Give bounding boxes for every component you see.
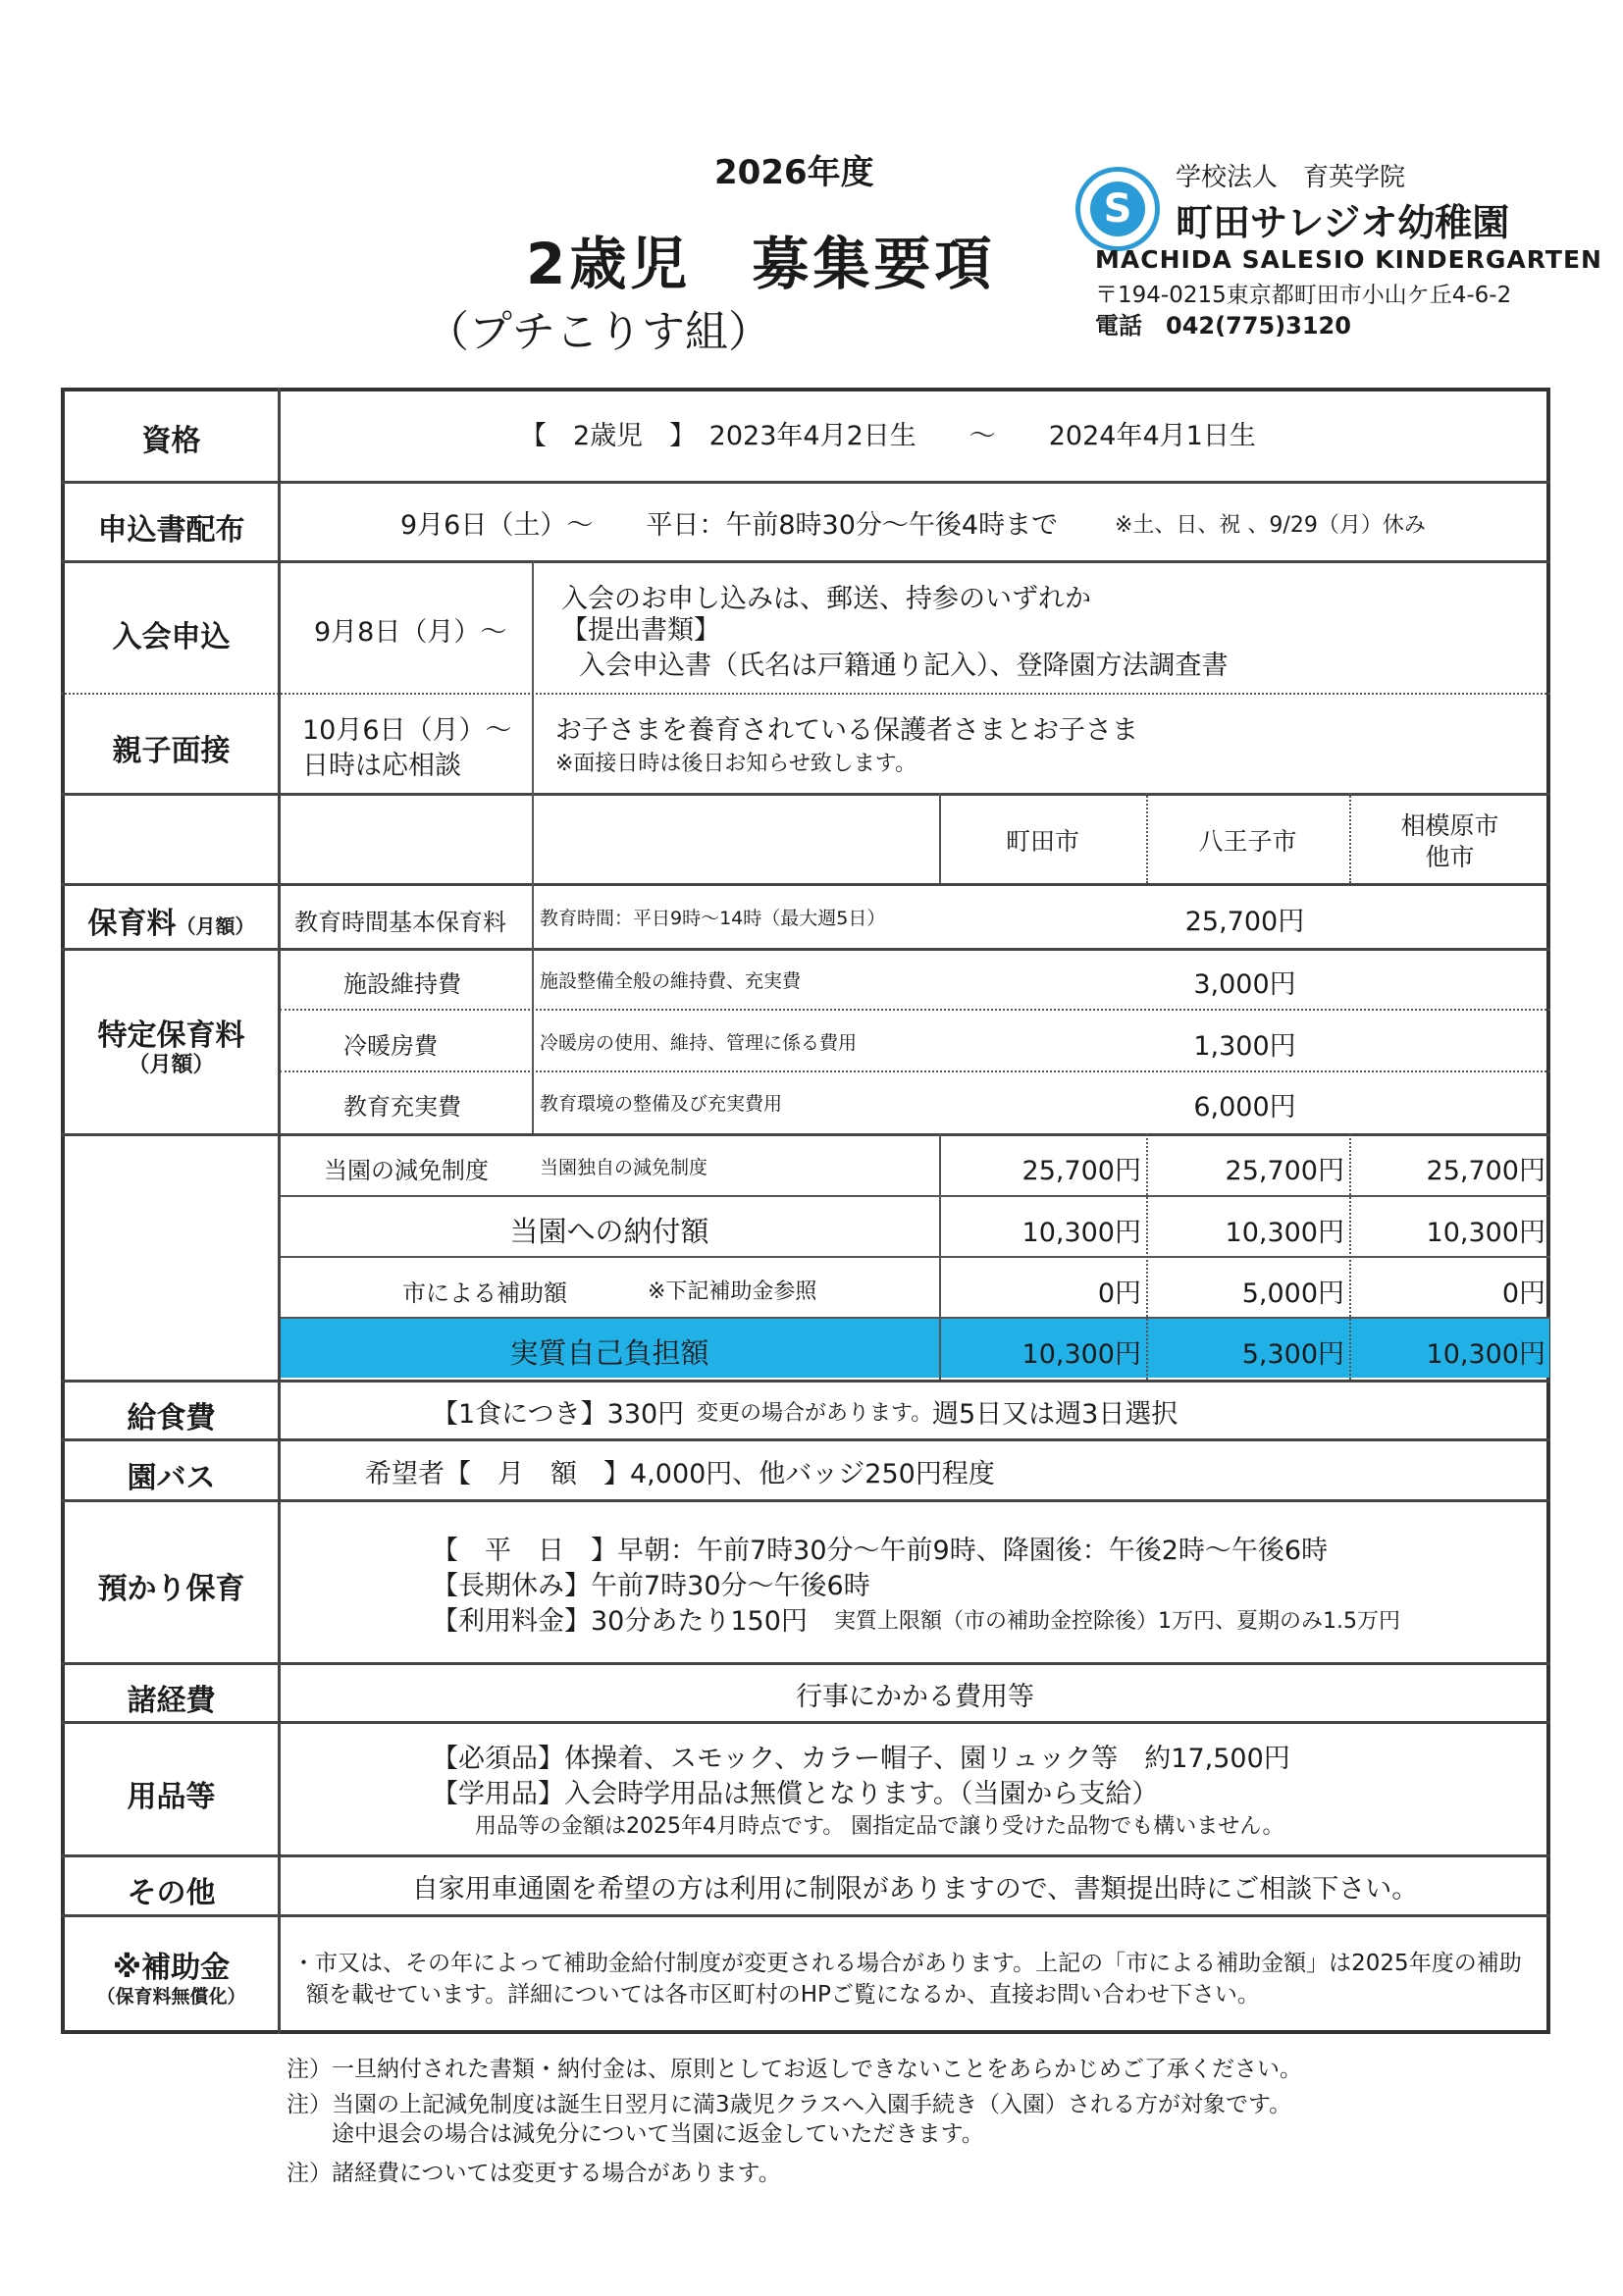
self-pay-machida: 10,300円 bbox=[1021, 1339, 1141, 1370]
row-divider bbox=[61, 1380, 1550, 1383]
row-divider bbox=[61, 1662, 1550, 1665]
misc-expenses-text: 行事にかかる費用等 bbox=[796, 1682, 1034, 1712]
row-divider bbox=[280, 1070, 1550, 1072]
facility-fee-item: 施設維持費 bbox=[343, 970, 461, 998]
payment-hachioji: 10,300円 bbox=[1225, 1218, 1344, 1248]
column-sagamihara: 相模原市 bbox=[1400, 811, 1499, 840]
subsidy-info-line1: ・市又は、その年によって補助金給付制度が変更される場合があります。上記の「市による補助金額」は2025年度の補助 bbox=[292, 1951, 1522, 1976]
self-pay-item: 実質自己負担額 bbox=[509, 1336, 709, 1370]
row-divider bbox=[61, 481, 1550, 484]
label-form-distribution: 申込書配布 bbox=[97, 513, 245, 548]
bus-fee: 希望者【 月 額 】4,000円、他バッジ250円程度 bbox=[365, 1459, 995, 1489]
label-tuition: 保育料（月額） bbox=[87, 907, 255, 941]
footer-note: 注）諸経費については変更する場合があります。 bbox=[287, 2161, 781, 2186]
education-fee-item: 教育充実費 bbox=[343, 1093, 461, 1121]
distribution-schedule: 9月6日（土）～ 平日：午前8時30分～午後4時まで bbox=[400, 510, 1059, 541]
required-documents: 入会申込書（氏名は戸籍通り記入）、登降園方法調査書 bbox=[579, 651, 1229, 681]
discount-machida: 25,700円 bbox=[1021, 1156, 1141, 1186]
subsidy-item: 市による補助額 bbox=[402, 1279, 567, 1307]
other-text: 自家用車通園を希望の方は利用に制限がありますので、書類提出時にご相談下さい。 bbox=[411, 1874, 1419, 1905]
school-phone: 電話 042(775)3120 bbox=[1095, 312, 1351, 339]
label-interview: 親子面接 bbox=[112, 734, 231, 768]
subsidy-hachioji: 5,000円 bbox=[1241, 1278, 1344, 1309]
label-subsidy-free: （保育料無償化） bbox=[96, 1986, 246, 2008]
extended-care-weekday: 【 平 日 】早朝：午前7時30分～午前9時、降園後：午後2時～午後6時 bbox=[432, 1536, 1329, 1566]
lunch-days: 週5日又は週3日選択 bbox=[932, 1399, 1178, 1430]
footer-note: 途中退会の場合は減免分について当園に返金していただきます。 bbox=[287, 2121, 984, 2147]
row-divider bbox=[61, 1914, 1550, 1917]
school-address: 〒194-0215東京都町田市小山ケ丘4-6-2 bbox=[1095, 283, 1512, 308]
interview-start-date: 10月6日（月）～ bbox=[302, 715, 512, 746]
row-divider bbox=[61, 1721, 1550, 1724]
qualification-birth-range: 【 2歳児 】 2023年4月2日生 ～ 2024年4月1日生 bbox=[520, 421, 1256, 451]
page-title: 2歳児 募集要項 bbox=[526, 231, 996, 297]
label-extended-care: 預かり保育 bbox=[97, 1572, 245, 1606]
column-machida: 町田市 bbox=[1005, 827, 1079, 856]
class-name: （プチこりす組） bbox=[426, 307, 771, 357]
label-specific-fees-monthly: （月額） bbox=[128, 1053, 215, 1077]
extended-care-cap: 実質上限額（市の補助金控除後）1万円、夏期のみ1.5万円 bbox=[834, 1609, 1400, 1634]
row-divider bbox=[61, 560, 1550, 563]
row-divider bbox=[61, 793, 1550, 796]
facility-fee-description: 施設整備全般の維持費、充実費 bbox=[540, 970, 802, 992]
school-logo-icon: S bbox=[1075, 167, 1160, 251]
payment-item: 当園への納付額 bbox=[509, 1215, 709, 1248]
interview-schedule-note: 日時は応相談 bbox=[302, 751, 461, 781]
extended-care-fee: 【利用料金】30分あたり150円 bbox=[432, 1606, 808, 1637]
required-documents-heading: 【提出書類】 bbox=[561, 615, 720, 646]
row-divider bbox=[280, 1256, 1550, 1258]
payment-other: 10,300円 bbox=[1426, 1218, 1545, 1248]
tuition-item: 教育時間基本保育料 bbox=[294, 909, 506, 936]
label-bus: 園バス bbox=[127, 1461, 216, 1495]
row-divider bbox=[61, 1499, 1550, 1502]
label-qualification: 資格 bbox=[141, 424, 201, 458]
footer-note: 注）当園の上記減免制度は誕生日翌月に満3歳児クラスへ入園手続き（入園）される方が対象です。 bbox=[287, 2092, 1292, 2117]
application-method: 入会のお申し込みは、郵送、持参のいずれか bbox=[561, 584, 1091, 614]
row-divider bbox=[280, 1009, 1550, 1011]
self-pay-other: 10,300円 bbox=[1426, 1339, 1545, 1370]
label-other: その他 bbox=[127, 1876, 216, 1910]
label-supplies: 用品等 bbox=[127, 1780, 216, 1814]
subsidy-machida: 0円 bbox=[1097, 1278, 1141, 1309]
school-name: 町田サレジオ幼稚園 bbox=[1176, 201, 1510, 244]
label-misc-expenses: 諸経費 bbox=[127, 1684, 216, 1718]
extended-care-holidays: 【長期休み】午前7時30分～午後6時 bbox=[432, 1571, 870, 1601]
row-divider bbox=[280, 1195, 1550, 1197]
subsidy-note: ※下記補助金参照 bbox=[648, 1279, 817, 1304]
tuition-value: 25,700円 bbox=[1184, 907, 1305, 937]
row-divider bbox=[280, 1317, 1550, 1319]
fiscal-year: 2026年度 bbox=[714, 153, 874, 192]
heating-fee-item: 冷暖房費 bbox=[343, 1032, 438, 1060]
lunch-price: 【1食につき】330円 bbox=[432, 1399, 685, 1430]
supplies-required: 【必須品】体操着、スモック、カラー帽子、園リュック等 約17,500円 bbox=[432, 1744, 1290, 1774]
education-fee-description: 教育環境の整備及び充実費用 bbox=[540, 1093, 783, 1115]
row-divider bbox=[61, 883, 1550, 886]
discount-description: 当園独自の減免制度 bbox=[540, 1157, 708, 1178]
education-fee-value: 6,000円 bbox=[1193, 1092, 1296, 1122]
row-divider bbox=[61, 1133, 1550, 1136]
footer-note: 注）一旦納付された書類・納付金は、原則としてお返しできないことをあらかじめご了承ください。 bbox=[287, 2057, 1302, 2082]
self-pay-hachioji: 5,300円 bbox=[1241, 1339, 1344, 1370]
heating-fee-value: 1,300円 bbox=[1193, 1031, 1296, 1062]
label-subsidy: ※補助金 bbox=[112, 1951, 231, 1985]
lunch-change-note: 変更の場合があります。 bbox=[697, 1401, 933, 1426]
payment-machida: 10,300円 bbox=[1021, 1218, 1141, 1248]
subsidy-other: 0円 bbox=[1501, 1278, 1545, 1309]
school-corporation: 学校法人 育英学院 bbox=[1176, 163, 1406, 192]
column-hachioji: 八王子市 bbox=[1198, 827, 1297, 856]
discount-item: 当園の減免制度 bbox=[324, 1157, 489, 1184]
facility-fee-value: 3,000円 bbox=[1193, 969, 1296, 1000]
column-other-cities: 他市 bbox=[1425, 843, 1475, 871]
discount-hachioji: 25,700円 bbox=[1225, 1156, 1344, 1186]
tuition-description: 教育時間：平日9時～14時（最大週5日） bbox=[540, 908, 886, 929]
label-lunch: 給食費 bbox=[127, 1401, 216, 1435]
row-divider bbox=[61, 693, 1550, 695]
school-name-english: MACHIDA SALESIO KINDERGARTEN bbox=[1095, 245, 1602, 274]
row-divider bbox=[61, 1438, 1550, 1441]
heating-fee-description: 冷暖房の使用、維持、管理に係る費用 bbox=[540, 1032, 858, 1054]
column-divider bbox=[532, 560, 534, 1133]
row-divider bbox=[61, 948, 1550, 951]
discount-other: 25,700円 bbox=[1426, 1156, 1545, 1186]
subsidy-info-line2: 額を載せています。詳細については各市区町村のHPご覧になるか、直接お問い合わせ下さい。 bbox=[306, 1982, 1260, 2008]
label-specific-fees: 特定保育料 bbox=[97, 1018, 245, 1053]
row-divider bbox=[61, 1854, 1550, 1857]
distribution-holidays: ※土、日、祝 、9/29（月）休み bbox=[1115, 513, 1426, 538]
supplies-school: 【学用品】入会時学用品は無償となります。（当園から支給） bbox=[432, 1779, 1159, 1809]
application-start-date: 9月8日（月）～ bbox=[314, 617, 507, 648]
supplies-note: 用品等の金額は2025年4月時点です。 園指定品で譲り受けた品物でも構いません。 bbox=[475, 1814, 1284, 1839]
interview-notice: ※面接日時は後日お知らせ致します。 bbox=[555, 752, 917, 776]
label-application: 入会申込 bbox=[112, 620, 231, 654]
interview-participants: お子さまを養育されている保護者さまとお子さま bbox=[555, 715, 1138, 746]
